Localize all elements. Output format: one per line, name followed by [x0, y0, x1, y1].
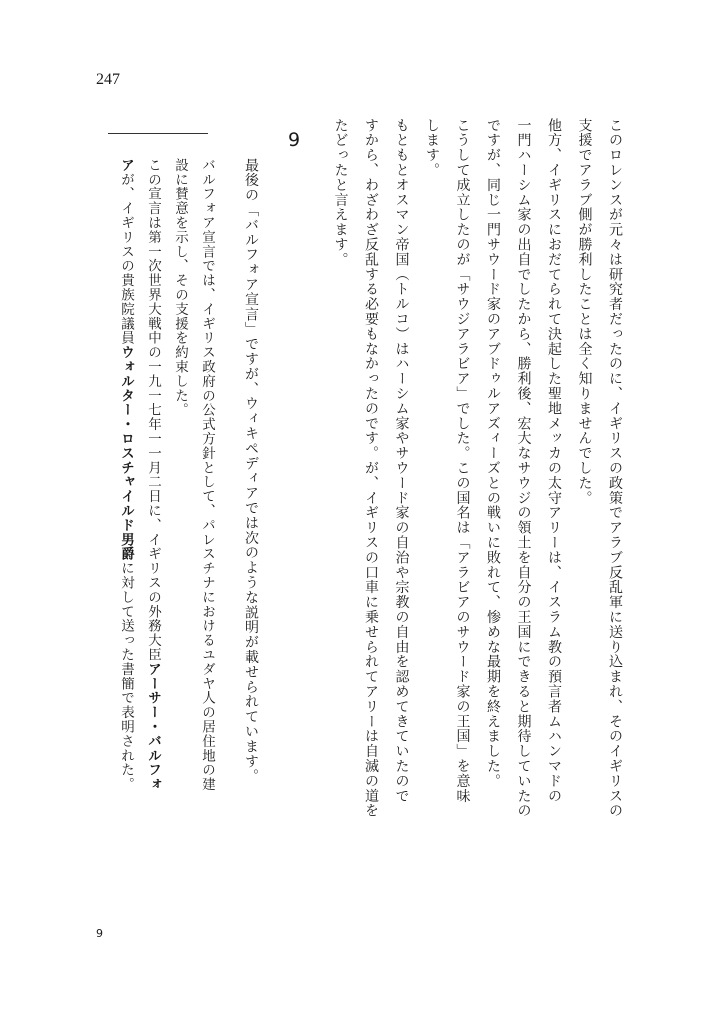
- quote-paragraph: [112, 158, 166, 888]
- page-number: 247: [96, 71, 120, 88]
- text-line: バルフォア宣言では、イギリス政府の公式方針として、パレスチナにおけるユダヤ人の居住地の建: [199, 158, 215, 792]
- text-line: もともとオスマン帝国（トルコ）はハーシム家やサウード家の自治や宗教の自由を認めてきていたので: [393, 118, 410, 804]
- main-body-text: [332, 118, 630, 898]
- text-line: 一門ハーシム家の出自でしたから、勝利後、宏大なサウジの領土を自分の王国にできると期待していたの: [515, 118, 532, 819]
- text-line: 支援でアラブ側が勝利したことは全く知りませんでした。: [576, 118, 593, 506]
- body-paragraph: [569, 118, 630, 898]
- body-paragraph: [478, 118, 570, 898]
- quote-divider: [108, 133, 208, 134]
- text-line: この宣言は第一次世界大戦中の一九一七年一一月二日に、イギリスの外務大臣: [145, 158, 161, 662]
- bold-name-arthur-balfour-end: ア: [118, 158, 134, 173]
- footer-number: 9: [96, 927, 103, 940]
- section-heading: 9: [287, 129, 301, 151]
- text-line: こうして成立したのが「サウジアラビア」でした。この国名は「アラビアのサウード家の王国」を意味: [454, 118, 471, 804]
- bold-name-walter-rothschild: ウォルター・ロスチャイルド男爵: [118, 345, 134, 562]
- section-intro-text: 最後の「バルフォア宣言」ですが、ウィキペディアでは次のような説明が載せられています。: [243, 158, 259, 784]
- text-line: すから、わざわざ反乱する必要もなかったのです。が、イギリスの口車に乗せられてアリーは自滅の道を: [363, 118, 379, 819]
- text-line: たどったと言えます。: [332, 118, 349, 267]
- text-line: 設に賛意を示し、その支援を約束した。: [172, 158, 188, 418]
- text-line: 他方、イギリスにおだてられて決起した聖地メッカの太守アリーは、イスラム教の預言者ムハンマドの: [546, 118, 562, 804]
- text-line: ですが、同じ一門サウード家のアブドゥルアズィーズとの戦いに敗れて、惨めな最期を終えました。: [485, 118, 501, 789]
- quote-paragraph: [166, 158, 220, 888]
- text-segment: が、イギリスの貴族院議員: [118, 172, 134, 346]
- bold-name-arthur-balfour: アーサー・バルフォ: [145, 662, 161, 792]
- quote-block: [112, 158, 220, 888]
- body-paragraph: [325, 118, 417, 898]
- text-segment: に対して送った書簡で表明された。: [118, 561, 134, 792]
- text-line: このロレンスが元々は研究者だったのに、イギリスの政策でアラブ反乱軍に送り込まれ、そのイギリスの: [607, 118, 623, 819]
- body-paragraph: [417, 118, 478, 898]
- text-line: します。: [424, 118, 440, 178]
